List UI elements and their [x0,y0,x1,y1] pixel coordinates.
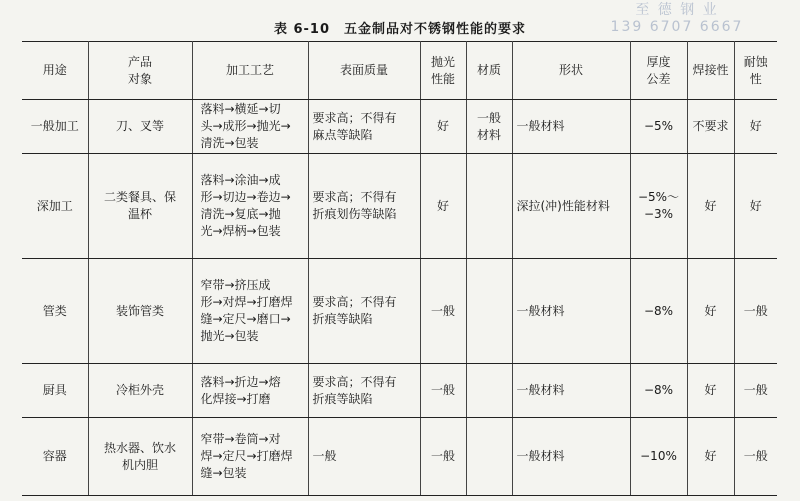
header-surface: 表面质量 [308,42,420,100]
cell-shape: 一般材料 [512,418,630,496]
cell-product: 冷柜外壳 [88,363,192,417]
cell-tolerance: −8% [630,259,687,364]
header-corrosion: 耐蚀性 [734,42,777,100]
table-row [22,259,777,364]
cell-corrosion: 好 [734,154,777,259]
cell-material [466,259,512,364]
cell-tolerance: −8% [630,363,687,417]
cell-corrosion: 一般 [734,259,777,364]
cell-process: 落料→折边→熔 化焊接→打磨 [192,363,308,417]
cell-shape: 一般材料 [512,100,630,154]
cell-tolerance: −5%～ −3% [630,154,687,259]
header-weld: 焊接性 [687,42,734,100]
cell-surface: 一般 [308,418,420,496]
header-polish: 抛光 性能 [420,42,466,100]
requirements-table [22,41,777,496]
cell-tolerance: −10% [630,418,687,496]
table-row [22,154,777,259]
cell-product: 装饰管类 [88,259,192,364]
cell-use: 深加工 [22,154,88,259]
header-process: 加工工艺 [192,42,308,100]
cell-weld: 好 [687,418,734,496]
cell-product: 刀、叉等 [88,100,192,154]
cell-process: 落料→横延→切 头→成形→抛光→ 清洗→包装 [192,100,308,154]
cell-polish: 好 [420,100,466,154]
cell-corrosion: 一般 [734,418,777,496]
header-use: 用途 [22,42,88,100]
cell-shape: 深拉(冲)性能材料 [512,154,630,259]
table-row [22,418,777,496]
watermark-company: 至 德 钢 业 [635,2,719,18]
cell-material [466,418,512,496]
cell-corrosion: 好 [734,100,777,154]
cell-product: 热水器、饮水 机内胆 [88,418,192,496]
cell-material: 一般 材料 [466,100,512,154]
cell-surface: 要求高；不得有 折痕划伤等缺陷 [308,154,420,259]
cell-polish: 好 [420,154,466,259]
cell-use: 一般加工 [22,100,88,154]
cell-polish: 一般 [420,418,466,496]
cell-polish: 一般 [420,259,466,364]
cell-weld: 好 [687,363,734,417]
table-row [22,363,777,417]
cell-shape: 一般材料 [512,363,630,417]
table-row [22,100,777,154]
table-title: 表 6-10 五金制品对不锈钢性能的要求 [273,22,527,37]
cell-product: 二类餐具、保 温杯 [88,154,192,259]
cell-surface: 要求高；不得有 麻点等缺陷 [308,100,420,154]
cell-use: 管类 [22,259,88,364]
cell-process: 窄带→卷筒→对 焊→定尺→打磨焊 缝→包装 [192,418,308,496]
cell-weld: 不要求 [687,100,734,154]
cell-surface: 要求高；不得有 折痕等缺陷 [308,259,420,364]
header-row [22,42,777,100]
cell-process: 落料→涂油→成 形→切边→卷边→ 清洗→复底→抛 光→焊柄→包装 [192,154,308,259]
cell-corrosion: 一般 [734,363,777,417]
cell-weld: 好 [687,154,734,259]
header-tolerance: 厚度 公差 [630,42,687,100]
header-material: 材质 [466,42,512,100]
cell-surface: 要求高；不得有 折痕等缺陷 [308,363,420,417]
cell-shape: 一般材料 [512,259,630,364]
cell-use: 厨具 [22,363,88,417]
header-product: 产品 对象 [88,42,192,100]
cell-material [466,154,512,259]
cell-polish: 一般 [420,363,466,417]
cell-use: 容器 [22,418,88,496]
cell-process: 窄带→挤压成 形→对焊→打磨焊 缝→定尺→磨口→ 抛光→包装 [192,259,308,364]
cell-material [466,363,512,417]
cell-tolerance: −5% [630,100,687,154]
cell-weld: 好 [687,259,734,364]
header-shape: 形状 [512,42,630,100]
watermark-phone: 139 6707 6667 [610,19,744,35]
